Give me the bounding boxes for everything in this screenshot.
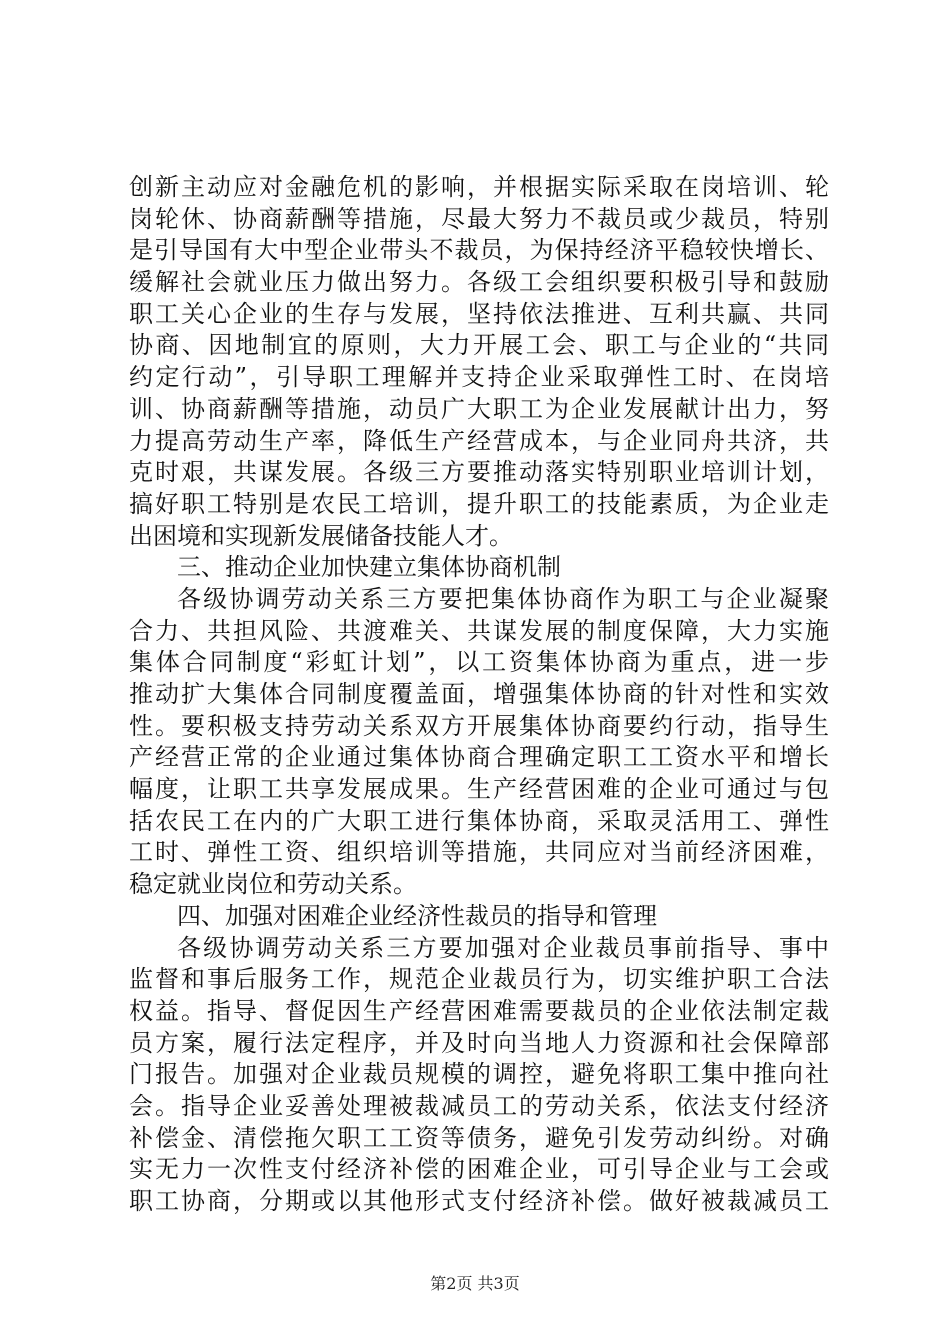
body-line: 各级协调劳动关系三方要把集体协商作为职工与企业凝聚 bbox=[177, 584, 829, 613]
body-line: 岗轮休、协商薪酬等措施，尽最大努力不裁员或少裁员，特别 bbox=[129, 204, 829, 233]
body-line: 缓解社会就业压力做出努力。各级工会组织要积极引导和鼓励 bbox=[129, 268, 829, 297]
page-number-footer: 第2页 共3页 bbox=[430, 1274, 520, 1293]
body-line: 克时艰，共谋发展。各级三方要推动落实特别职业培训计划， bbox=[129, 458, 829, 487]
body-line: 职工关心企业的生存与发展，坚持依法推进、互利共赢、共同 bbox=[129, 299, 829, 328]
body-line: 力提高劳动生产率，降低生产经营成本，与企业同舟共济，共 bbox=[129, 426, 829, 455]
body-line: 训、协商薪酬等措施，动员广大职工为企业发展献计出力，努 bbox=[129, 394, 829, 423]
body-line: 权益。指导、督促因生产经营困难需要裁员的企业依法制定裁 bbox=[129, 996, 829, 1025]
body-line: 工时、弹性工资、组织培训等措施，共同应对当前经济困难， bbox=[129, 838, 829, 867]
body-line: 职工协商，分期或以其他形式支付经济补偿。做好被裁减员工 bbox=[129, 1187, 829, 1215]
body-line: 性。要积极支持劳动关系双方开展集体协商要约行动，指导生 bbox=[129, 711, 829, 740]
body-line: 推动扩大集体合同制度覆盖面，增强集体协商的针对性和实效 bbox=[129, 680, 829, 708]
body-line: 集体合同制度“彩虹计划”，以工资集体协商为重点，进一步 bbox=[129, 648, 829, 677]
body-line: 搞好职工特别是农民工培训，提升职工的技能素质，为企业走 bbox=[129, 489, 829, 518]
document-body bbox=[129, 172, 829, 1218]
body-line: 创新主动应对金融危机的影响，并根据实际采取在岗培训、轮 bbox=[129, 173, 829, 201]
body-line: 门报告。加强对企业裁员规模的调控，避免将职工集中推向社 bbox=[129, 1060, 829, 1089]
body-line: 各级协调劳动关系三方要加强对企业裁员事前指导、事中 bbox=[177, 933, 829, 962]
section-heading: 四、加强对困难企业经济性裁员的指导和管理 bbox=[177, 901, 657, 930]
body-line: 约定行动”，引导职工理解并支持企业采取弹性工时、在岗培 bbox=[129, 363, 829, 392]
body-line: 实无力一次性支付经济补偿的困难企业，可引导企业与工会或 bbox=[129, 1155, 829, 1184]
body-line: 监督和事后服务工作，规范企业裁员行为，切实维护职工合法 bbox=[129, 965, 829, 994]
body-line: 幅度，让职工共享发展成果。生产经营困难的企业可通过与包 bbox=[129, 775, 829, 804]
body-line: 稳定就业岗位和劳动关系。 bbox=[129, 870, 417, 899]
body-line: 是引导国有大中型企业带头不裁员，为保持经济平稳较快增长、 bbox=[129, 236, 829, 265]
body-line: 员方案，履行法定程序，并及时向当地人力资源和社会保障部 bbox=[129, 1028, 829, 1057]
section-heading: 三、推动企业加快建立集体协商机制 bbox=[177, 553, 561, 582]
body-line: 括农民工在内的广大职工进行集体协商，采取灵活用工、弹性 bbox=[129, 806, 829, 835]
body-line: 出困境和实现新发展储备技能人才。 bbox=[129, 521, 513, 550]
body-line: 产经营正常的企业通过集体协商合理确定职工工资水平和增长 bbox=[129, 743, 829, 772]
body-line: 合力、共担风险、共渡难关、共谋发展的制度保障，大力实施 bbox=[129, 616, 829, 645]
body-line: 补偿金、清偿拖欠职工工资等债务，避免引发劳动纠纷。对确 bbox=[129, 1123, 829, 1152]
body-line: 协商、因地制宜的原则，大力开展工会、职工与企业的“共同 bbox=[129, 331, 829, 360]
body-line: 会。指导企业妥善处理被裁减员工的劳动关系，依法支付经济 bbox=[129, 1091, 829, 1120]
